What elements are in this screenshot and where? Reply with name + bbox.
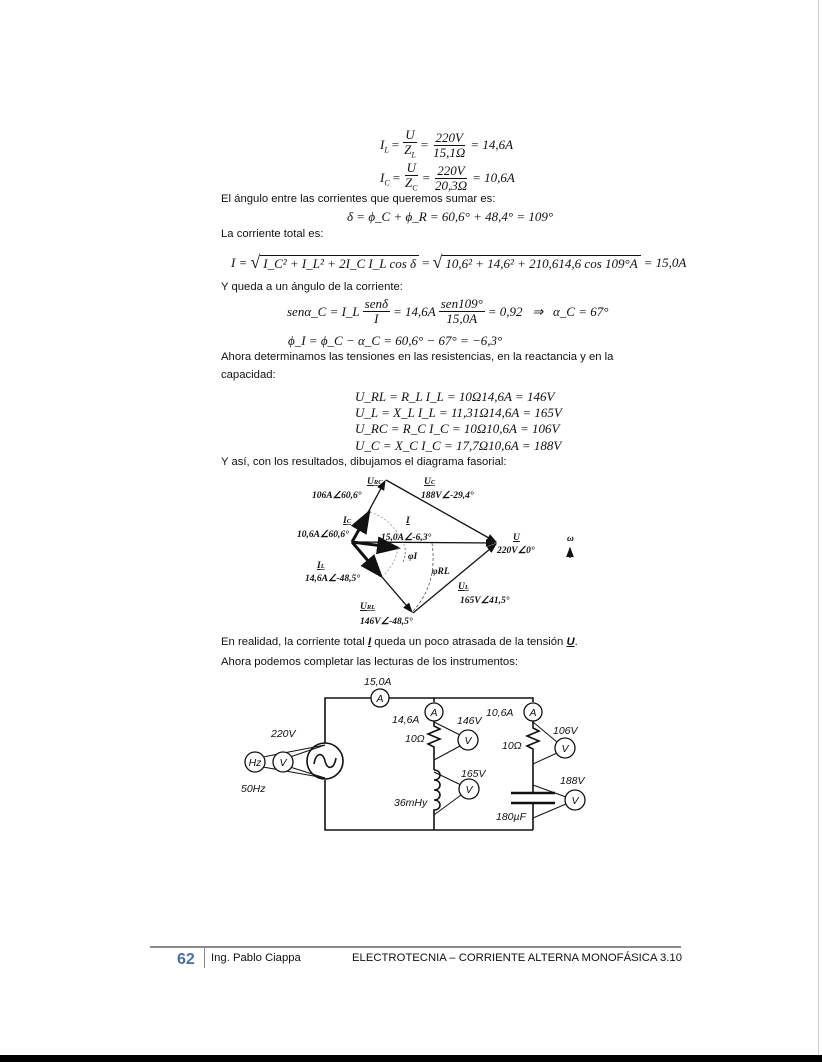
reading-i-c: 10,6A: [486, 707, 514, 719]
value-url: 146V∠-48,5°: [360, 617, 413, 627]
f-lhs: I =: [231, 254, 248, 270]
omega-label: ω: [567, 534, 574, 544]
f-result: = 0,92 ⇒ α_C = 67°: [487, 303, 609, 319]
reading-u-l: 165V: [461, 768, 486, 780]
ammeter-symbol: A: [529, 707, 537, 719]
sqrt-symbol: √: [432, 252, 443, 272]
label-ul: UL: [458, 582, 469, 592]
paragraph: La corriente total es:: [221, 228, 324, 240]
label-phi-rl: φRL: [432, 567, 450, 577]
value-r-c: 10Ω: [502, 740, 522, 752]
reading-u: 220V: [271, 728, 296, 740]
formula-phi: ϕ_I = ϕ_C − α_C = 60,6° − 67° = −6,3°: [288, 333, 503, 348]
f-radicand: I_C² + I_L² + 2I_C I_L cos δ: [260, 255, 419, 271]
wire: [389, 698, 533, 702]
voltmeter-symbol: V: [561, 743, 569, 755]
resistor-rl: [428, 721, 440, 770]
value-ic: 10,6A∠60,6°: [297, 530, 349, 540]
footer-rule: [150, 946, 681, 948]
paragraph: Ahora determinamos las tensiones en las resistencias, en la reactancia y en la: [221, 351, 614, 363]
paragraph: Y queda a un ángulo de la corriente:: [221, 281, 403, 293]
formula-url: U_RL = R_L I_L = 10Ω14,6A = 146V: [355, 389, 555, 404]
f-num: U: [406, 160, 417, 175]
paragraph: capacidad:: [221, 369, 276, 381]
f-mid: = 14,6A: [393, 303, 436, 319]
sqrt-symbol: √: [250, 252, 261, 272]
label-ic: IC: [343, 516, 352, 526]
value-i: 15,0A∠-6,3°: [381, 533, 432, 543]
f-num: 220V: [437, 162, 465, 178]
reading-i-total: 15,0A: [364, 676, 392, 688]
value-r-l: 10Ω: [405, 733, 425, 745]
voltmeter-symbol: V: [571, 795, 579, 807]
f-radicand: 10,6² + 14,6² + 210,614,6 cos 109°A: [442, 255, 640, 271]
f-lhs: I: [380, 136, 385, 152]
text-run: En realidad, la corriente total: [221, 636, 368, 648]
f-result: = 10,6A: [472, 170, 515, 186]
reading-f: 50Hz: [241, 783, 266, 795]
formula-il: $I_L$ = $\frac{U}{Z_L}$ = $\frac{220V}{15,1\Omega}$ = 14,6A: [380, 127, 514, 160]
f-sub: C: [384, 178, 390, 188]
formula-ul: U_L = X_L I_L = 11,31Ω14,6A = 165V: [355, 405, 562, 420]
text-run: .: [574, 636, 578, 648]
f-den: Z: [404, 142, 412, 157]
value-c: 180µF: [496, 811, 526, 823]
text-run: queda un poco atrasada de la tensión: [371, 636, 567, 648]
footer-title: ELECTROTECNIA – CORRIENTE ALTERNA MONOFÁSICA 3.10: [352, 952, 682, 964]
value-l: 36mHy: [394, 797, 428, 809]
ammeter-symbol: A: [430, 707, 438, 719]
f-result: = 15,0A: [643, 254, 687, 270]
f-sub: L: [384, 145, 389, 155]
voltmeter-symbol: V: [279, 757, 287, 769]
reading-i-l: 14,6A: [392, 714, 420, 726]
voltmeter-symbol: V: [464, 735, 472, 747]
reading-u-rl: 146V: [457, 715, 482, 727]
hz-symbol: Hz: [248, 757, 262, 769]
sine-icon: [314, 755, 336, 768]
f-sub: L: [411, 150, 416, 160]
footer-author: Ing. Pablo Ciappa: [211, 952, 301, 964]
f-den: 15,1Ω: [433, 144, 466, 160]
page-number: 62: [177, 951, 195, 968]
f-num: senδ: [364, 296, 389, 311]
label-i: I: [406, 516, 410, 526]
value-ul: 165V∠41,5°: [460, 596, 510, 606]
f-num: sen109°: [440, 296, 483, 311]
f-den: Z: [405, 175, 413, 190]
wire: [325, 698, 371, 743]
paragraph: Ahora podemos completar las lecturas de los instrumentos:: [221, 656, 519, 668]
reading-u-rc: 106V: [553, 725, 578, 737]
value-il: 14,6A∠-48,5°: [305, 574, 361, 584]
text-run: I: [367, 636, 372, 648]
footer-separator: [204, 948, 205, 968]
bottom-bar: [0, 1055, 822, 1062]
label-url: URL: [360, 602, 376, 612]
resistor-rc: [527, 721, 539, 793]
text-run: U: [566, 636, 575, 648]
formula-uc: U_C = X_C I_C = 17,7Ω10,6A = 188V: [355, 438, 562, 453]
f-lhs: senα_C = I_L: [287, 303, 360, 319]
inductor: [434, 770, 440, 830]
formula-urc: U_RC = R_C I_C = 10Ω10,6A = 106V: [355, 421, 560, 436]
label-uc: UC: [424, 477, 436, 487]
f-den: 20,3Ω: [434, 177, 468, 193]
f-result: = 14,6A: [470, 137, 514, 153]
label-il: IL: [317, 561, 325, 571]
paragraph: Y así, con los resultados, dibujamos el diagrama fasorial:: [221, 456, 507, 468]
reading-u-c: 188V: [560, 775, 585, 787]
formula-ic: $I_C$ = $\frac{U}{Z_C}$ = $\frac{220V}{20,3\Omega}$ = 10,6A: [380, 160, 515, 193]
ammeter-symbol: A: [376, 693, 384, 705]
value-urc: 106A∠60,6°: [312, 491, 362, 501]
value-uc: 188V∠-29,4°: [421, 491, 474, 501]
value-u: 220V∠0°: [497, 546, 535, 556]
f-eq: =: [422, 254, 430, 270]
f-lhs: I: [380, 169, 385, 185]
f-num: U: [405, 127, 415, 142]
f-den: I: [374, 311, 379, 326]
paragraph: El ángulo entre las corrientes que queremos sumar es:: [221, 193, 496, 205]
voltmeter-symbol: V: [465, 784, 473, 796]
f-den: 15,0A: [446, 311, 478, 326]
label-phi-i: φI: [408, 552, 418, 562]
label-u: U: [513, 533, 520, 543]
label-urc: URC: [367, 477, 383, 487]
f-sub: C: [412, 183, 418, 193]
f-num: 220V: [435, 129, 463, 145]
formula-delta: δ = ϕ_C + ϕ_R = 60,6° + 48,4° = 109°: [347, 209, 554, 224]
